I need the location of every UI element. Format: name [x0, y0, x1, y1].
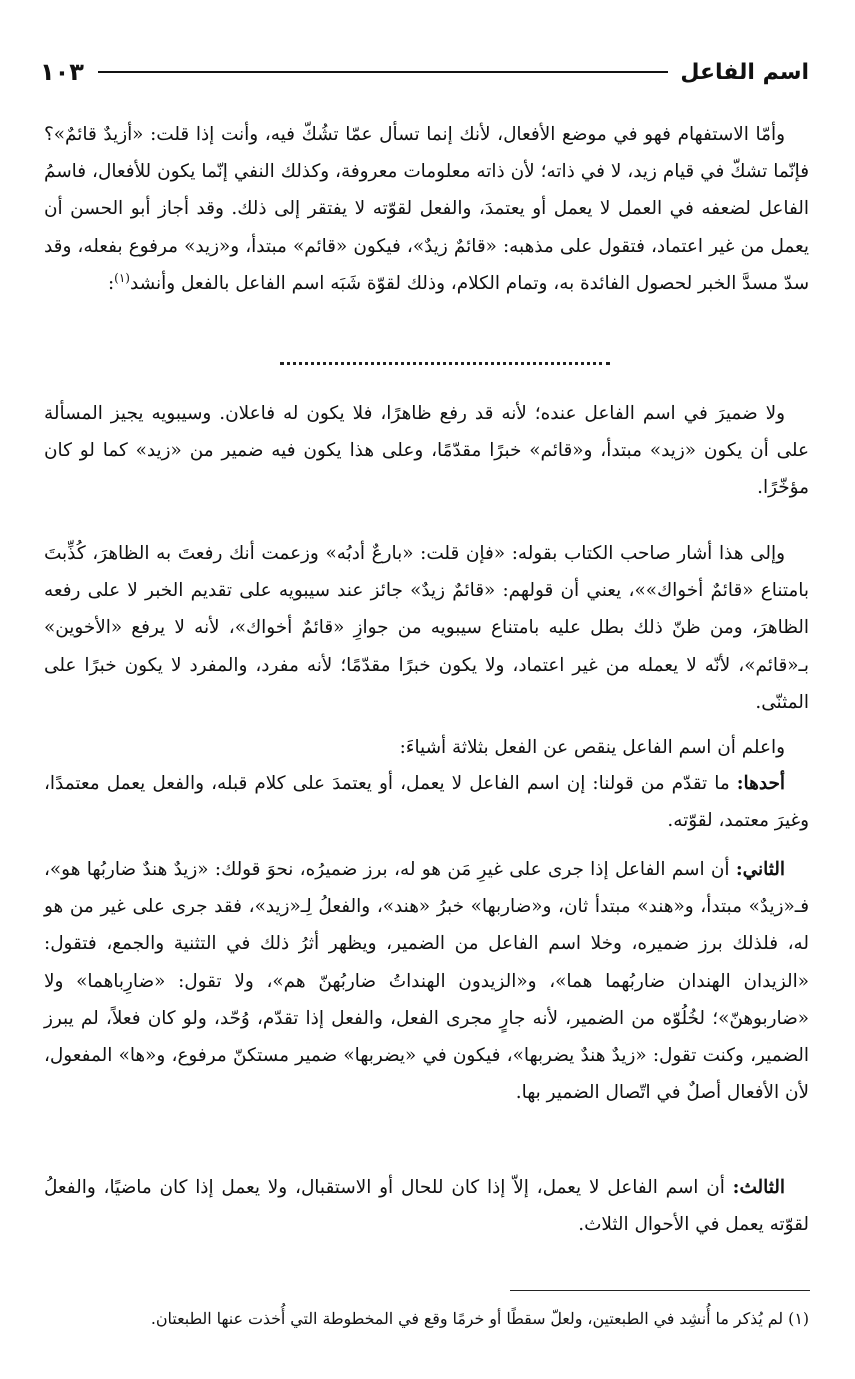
paragraph-1-text: وأمّا الاستفهام فهو في موضع الأفعال، لأنك إنما تسأل عمّا تشُكّ فيه، وأنت إذا قلت: «أزيدٌ قائمٌ»؟ فإنّما تشكّ في قيام زيد، لا في ذاته؛ لأن ذاته معلومات معروفة، وكذلك النفي إنّما يكون للأفعال، فاسمُ الفاعل لضعفه في العمل لا يعمل أو يعتمدَ، والفعل لقوّته لا يفتقر إلى ذلك. وقد أجاز أبو الحسن أن يعمل من غير اعتماد، فتقول على مذهبه: «قائمٌ زيدٌ»، فيكون «قائم» مبتدأ، و«زيد» مرفوع بفعله، وقد سدّ مسدَّ الخبر لحصول الفائدة به، وتمام الكلام، وذلك لقوّة شَبَه اسم الفاعل بالفعل وأنشد [44, 124, 809, 294]
footnote-reference: (١) [114, 270, 130, 285]
header-rule [98, 71, 668, 73]
paragraph-1 [44, 116, 809, 302]
footnote-text: لم يُذكر ما أُنشِد في الطبعتين، ولعلّ سقطًا أو خرمًا وقع في المخطوطة التي أُخذت عنها الطبعتان. [150, 1309, 789, 1328]
third-point-label: الثالث: [732, 1177, 785, 1198]
paragraph-4: واعلم أن اسم الفاعل ينقص عن الفعل بثلاثة أشياءَ: [399, 737, 785, 758]
second-point-text: أن اسم الفاعل إذا جرى على غيرِ مَن هو له، برز ضميرُه، نحوَ قولك: «زيدٌ هندٌ ضاربُها هو»، فـ«زيدٌ» مبتدأ، و«هند» مبتدأ ثان، و«ضاربها» خبرُ «هند»، والفعلُ لِـ«زيد»، فقد جرى على غير من هو له، فلذلك برز ضميره، وخلا اسم الفاعل من الضمير، ويظهر أثرُ ذلك في التثنية والجمع، فتقول: «الزيدان الهندان ضاربُهما هما»، و«الزيدون الهنداتُ ضاربُهنّ هم»، ولا تقول: «ضارِباهما» ولا «ضاربوهنّ»؛ لخُلُوّه من الضمير، لأنه جارٍ مجرى الفعل، والفعل إذا تقدّم، وُحّد، ولو كان فعلاً، لم يبرز الضمير، وكنت تقول: «زيدٌ هندٌ يضربها»، فيكون في «يضربها» ضمير مستكنّ مرفوع، و«ها» المفعول، لأن الأفعال أصلٌ في اتّصال الضمير بها. [44, 859, 809, 1104]
page-number: ١٠٣ [40, 58, 84, 86]
omitted-verse-dots [280, 362, 610, 365]
paragraph-second-point [44, 851, 809, 1111]
footnote-rule [510, 1290, 810, 1291]
running-header [40, 52, 809, 92]
first-point-text: ما تقدّم من قولنا: إن اسم الفاعل لا يعمل، أو يعتمدَ على كلام قبله، والفعل يعمل معتمدًا، وغيرَ معتمد، لقوّته. [44, 773, 809, 832]
first-point-label: أحدها: [736, 773, 785, 794]
second-point-label: الثاني: [735, 859, 785, 880]
paragraph-third-point [44, 1169, 809, 1243]
paragraph-3: وإلى هذا أشار صاحب الكتاب بقوله: «فإن قلت: «بارعٌ أدبُه» وزعمت أنك رفعتَ به الظاهرَ، كُذِّبتَ بامتناع «قائمٌ أخواك»»، يعني أن قولهم: «قائمٌ زيدٌ» جائز عند سيبويه على تقديم الخبر لا على رفعه الظاهرَ، ومن ظنّ ذلك بطل عليه بامتناع سيبويه من جوازِ «قائمٌ أخواك»، لأنه لا يرفع «الأخوين» بـ«قائم»، لأنّه لا يعمله من غير اعتماد، ولا يكون خبرًا مقدّمًا؛ لأنه مفرد، والمفرد لا يكون خبرًا على المثنّى. [44, 543, 809, 713]
paragraph-2: ولا ضميرَ في اسم الفاعل عنده؛ لأنه قد رفع ظاهرًا، فلا يكون له فاعلان. وسيبويه يجيز المسألة على أن يكون «زيد» مبتدأ، و«قائم» خبرًا مقدّمًا، وعلى هذا يكون فيه ضمير من «زيد» كما لو كان مؤخّرًا. [44, 403, 809, 499]
paragraph-1-end: : [107, 272, 115, 294]
paragraph-first-point [44, 765, 809, 839]
third-point-text: أن اسم الفاعل لا يعمل، إلاّ إذا كان للحال أو الاستقبال، ولا يعمل إذا كان ماضيًا، والفعلُ لقوّته يعمل في الأحوال الثلاث. [44, 1177, 809, 1236]
footnote-marker: (١) [788, 1309, 809, 1328]
chapter-title: اسم الفاعل [680, 59, 809, 85]
footnote [40, 1304, 809, 1334]
